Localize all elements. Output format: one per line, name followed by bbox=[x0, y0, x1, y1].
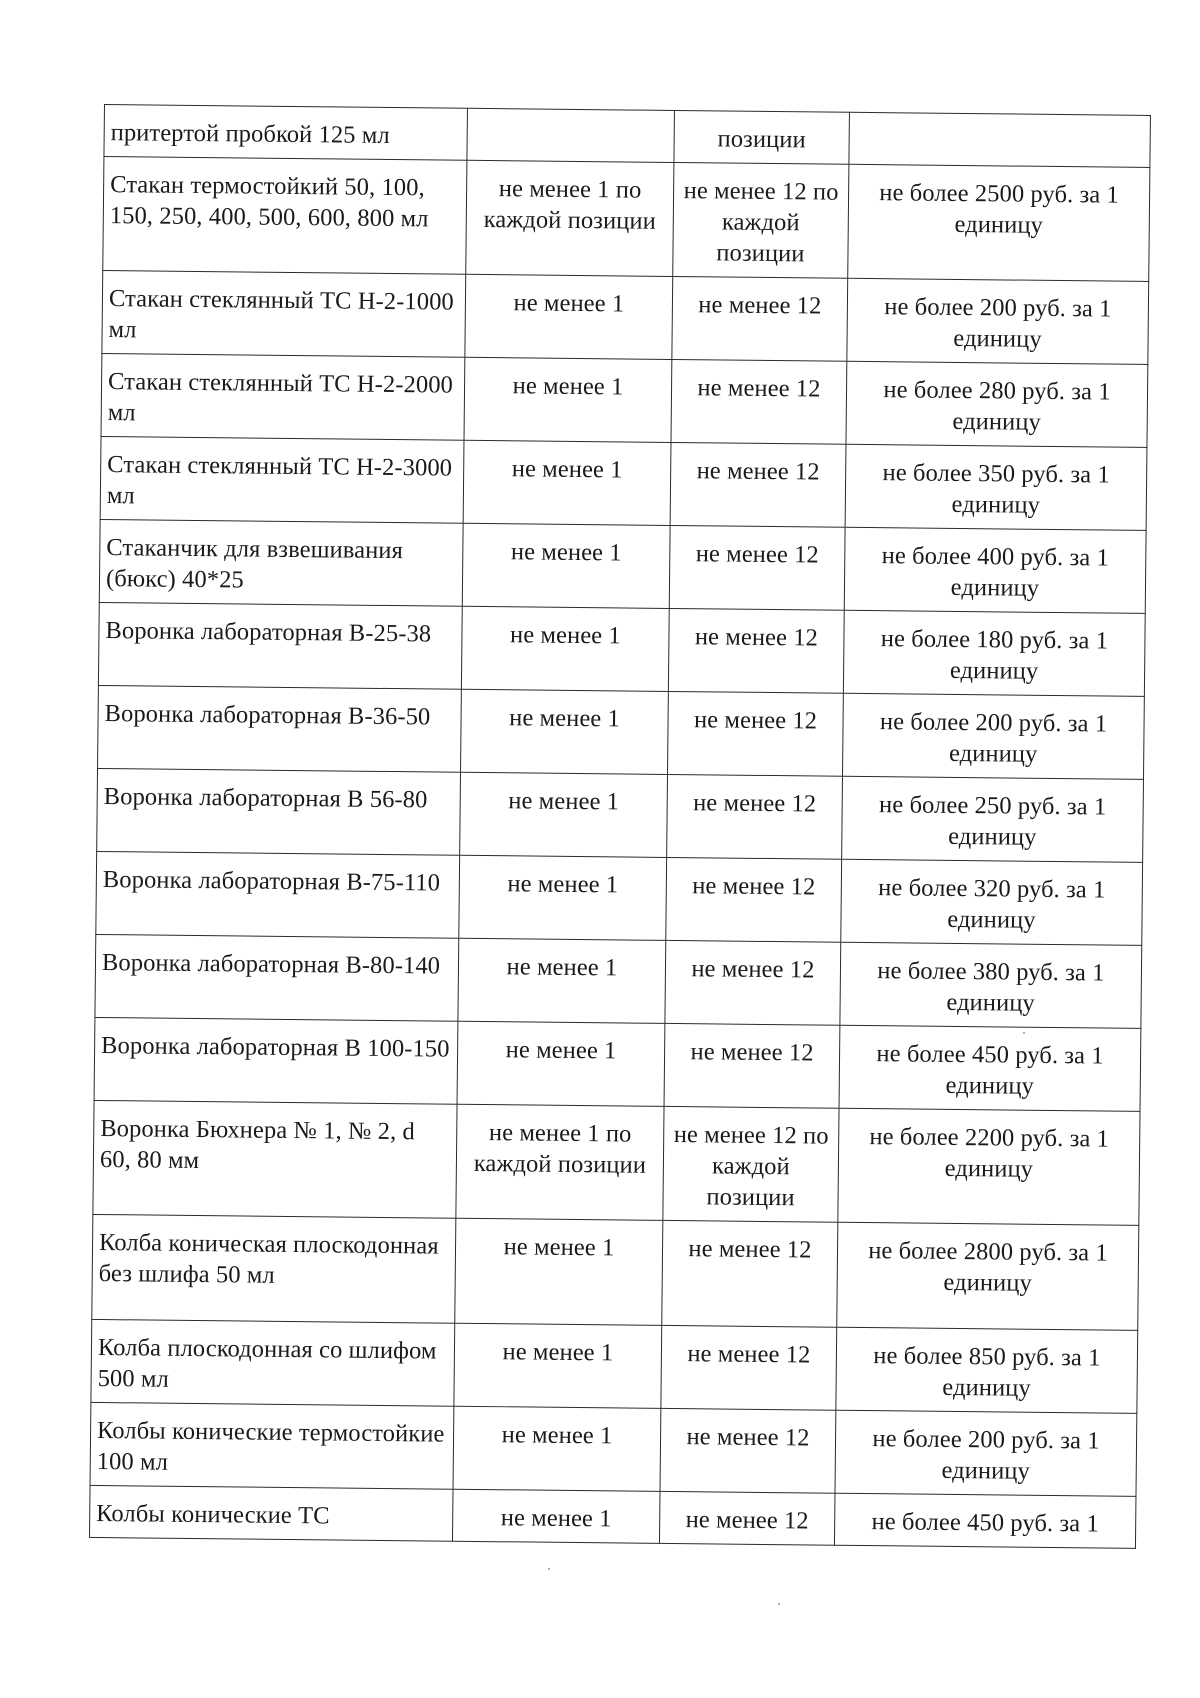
min-quantity-cell: не менее 1 bbox=[463, 440, 671, 525]
table-row bbox=[95, 934, 1142, 1028]
scan-speck bbox=[1023, 1032, 1025, 1034]
max-quantity-cell: не менее 12 bbox=[668, 608, 844, 693]
max-quantity-cell: не менее 12 bbox=[668, 691, 844, 776]
table-row bbox=[103, 157, 1150, 282]
min-quantity-cell: не менее 1 bbox=[454, 1323, 662, 1408]
min-quantity-cell: не менее 1 bbox=[457, 1021, 665, 1106]
min-quantity-cell: не менее 1 bbox=[460, 772, 668, 857]
max-quantity-cell: не менее 12 bbox=[669, 525, 845, 610]
min-quantity-cell: не менее 1 bbox=[462, 523, 670, 608]
item-name-cell: Колбы конические термостойкие 100 мл bbox=[90, 1402, 454, 1489]
table-row bbox=[89, 1485, 1135, 1548]
table-row bbox=[97, 768, 1144, 862]
table-row bbox=[92, 1214, 1139, 1330]
goods-table bbox=[89, 104, 1151, 1549]
table-row bbox=[91, 1319, 1138, 1413]
table-row bbox=[98, 602, 1145, 696]
max-price-cell: не более 400 руб. за 1 единицу bbox=[844, 527, 1146, 613]
max-quantity-cell: не менее 12 bbox=[660, 1408, 836, 1493]
max-price-cell: не более 320 руб. за 1 единицу bbox=[841, 859, 1143, 945]
max-quantity-cell: позиции bbox=[674, 110, 850, 164]
item-name-cell: Воронка лабораторная В-36-50 bbox=[98, 685, 462, 772]
min-quantity-cell: не менее 1 bbox=[455, 1218, 663, 1325]
max-quantity-cell: не менее 12 bbox=[661, 1325, 837, 1410]
max-quantity-cell: не менее 12 bbox=[671, 359, 847, 444]
max-quantity-cell: не менее 12 bbox=[659, 1491, 835, 1545]
max-price-cell: не более 200 руб. за 1 единицу bbox=[847, 278, 1149, 364]
table-row bbox=[96, 851, 1143, 945]
item-name-cell: Воронка лабораторная В 100-150 bbox=[94, 1017, 458, 1104]
item-name-cell: Стаканчик для взвешивания (бюкс) 40*25 bbox=[99, 519, 463, 606]
item-name-cell: Колбы конические ТС bbox=[89, 1485, 453, 1541]
min-quantity-cell bbox=[467, 108, 675, 162]
max-quantity-cell: не менее 12 bbox=[667, 774, 843, 859]
max-quantity-cell: не менее 12 по каждой позиции bbox=[663, 1106, 839, 1222]
max-price-cell: не более 180 руб. за 1 единицу bbox=[843, 610, 1145, 696]
max-price-cell: не более 2800 руб. за 1 единицу bbox=[837, 1222, 1139, 1330]
item-name-cell: Воронка лабораторная В-25-38 bbox=[98, 602, 462, 689]
max-price-cell: не более 250 руб. за 1 единицу bbox=[842, 776, 1144, 862]
item-name-cell: Стакан стеклянный ТС Н-2-3000 мл bbox=[100, 436, 464, 523]
max-price-cell: не более 2500 руб. за 1 единицу bbox=[848, 164, 1150, 281]
table-row bbox=[93, 1100, 1140, 1225]
item-name-cell: Стакан стеклянный ТС Н-2-2000 мл bbox=[101, 353, 465, 440]
item-name-cell: Воронка лабораторная В-80-140 bbox=[95, 934, 459, 1021]
max-price-cell: не более 850 руб. за 1 единицу bbox=[836, 1327, 1138, 1413]
table-row bbox=[90, 1402, 1137, 1496]
max-price-cell: не более 380 руб. за 1 единицу bbox=[840, 942, 1142, 1028]
item-name-cell: Стакан термостойкий 50, 100, 150, 250, 400, 500, 600, 800 мл bbox=[103, 157, 467, 275]
item-name-cell: притертой пробкой 125 мл bbox=[104, 105, 468, 161]
max-price-cell: не более 450 руб. за 1 единицу bbox=[839, 1025, 1141, 1111]
max-price-cell: не более 2200 руб. за 1 единицу bbox=[838, 1108, 1140, 1225]
min-quantity-cell: не менее 1 bbox=[458, 938, 666, 1023]
min-quantity-cell: не менее 1 bbox=[461, 606, 669, 691]
max-price-cell: не более 200 руб. за 1 единицу bbox=[843, 693, 1145, 779]
scan-speck bbox=[548, 1568, 550, 1570]
item-name-cell: Воронка лабораторная В 56-80 bbox=[97, 768, 461, 855]
max-price-cell: не более 280 руб. за 1 единицу bbox=[846, 361, 1148, 447]
scan-speck bbox=[778, 1603, 780, 1605]
min-quantity-cell: не менее 1 bbox=[464, 357, 672, 442]
max-quantity-cell: не менее 12 bbox=[672, 276, 848, 361]
item-name-cell: Стакан стеклянный ТС Н-2-1000 мл bbox=[102, 270, 466, 357]
goods-table-body bbox=[89, 105, 1150, 1549]
table-row bbox=[99, 519, 1146, 613]
max-price-cell: не более 350 руб. за 1 единицу bbox=[845, 444, 1147, 530]
table-row bbox=[100, 436, 1147, 530]
max-quantity-cell: не менее 12 bbox=[670, 442, 846, 527]
item-name-cell: Колба коническая плоскодонная без шлифа 50 мл bbox=[92, 1214, 456, 1323]
table-row bbox=[94, 1017, 1141, 1111]
table-row bbox=[102, 270, 1149, 364]
max-quantity-cell: не менее 12 bbox=[664, 1023, 840, 1108]
max-price-cell: не более 450 руб. за 1 bbox=[834, 1493, 1136, 1548]
item-name-cell: Колба плоскодонная со шлифом 500 мл bbox=[91, 1319, 455, 1406]
item-name-cell: Воронка лабораторная В-75-110 bbox=[96, 851, 460, 938]
max-quantity-cell: не менее 12 bbox=[666, 857, 842, 942]
max-quantity-cell: не менее 12 по каждой позиции bbox=[673, 162, 849, 278]
min-quantity-cell: не менее 1 bbox=[461, 689, 669, 774]
max-price-cell: не более 200 руб. за 1 единицу bbox=[835, 1410, 1137, 1496]
table-row bbox=[98, 685, 1145, 779]
min-quantity-cell: не менее 1 bbox=[459, 855, 667, 940]
min-quantity-cell: не менее 1 bbox=[452, 1489, 660, 1543]
item-name-cell: Воронка Бюхнера № 1, № 2, d 60, 80 мм bbox=[93, 1100, 457, 1218]
min-quantity-cell: не менее 1 bbox=[453, 1406, 661, 1491]
max-quantity-cell: не менее 12 bbox=[662, 1220, 838, 1327]
table-row bbox=[101, 353, 1148, 447]
min-quantity-cell: не менее 1 по каждой позиции bbox=[466, 160, 674, 276]
max-price-cell bbox=[849, 112, 1151, 167]
max-quantity-cell: не менее 12 bbox=[665, 940, 841, 1025]
min-quantity-cell: не менее 1 по каждой позиции bbox=[456, 1104, 664, 1220]
min-quantity-cell: не менее 1 bbox=[465, 274, 673, 359]
